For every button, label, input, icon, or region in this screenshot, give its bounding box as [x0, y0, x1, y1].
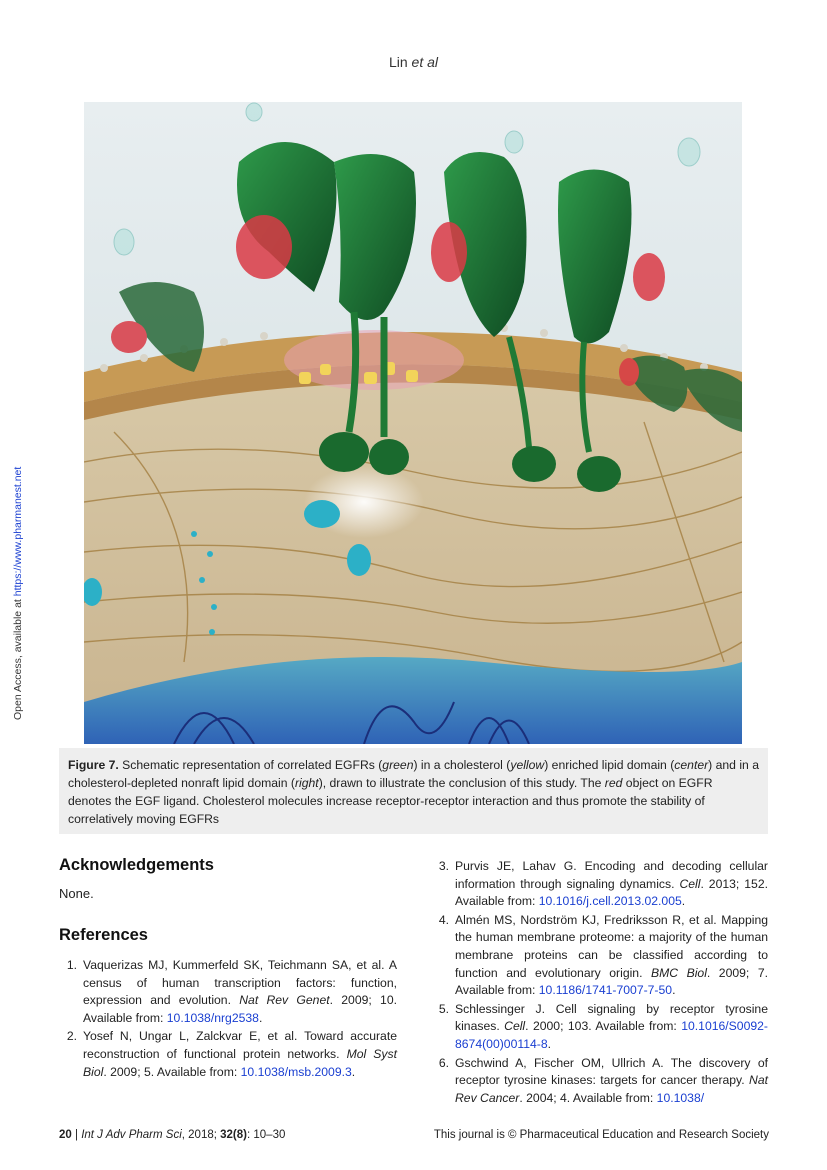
figure-caption	[59, 748, 768, 834]
reference-number: 1.	[66, 958, 77, 972]
caption-part: center	[674, 758, 709, 772]
egfr-schematic-svg	[84, 102, 742, 744]
reference-text: BMC Biol	[650, 965, 707, 980]
caption-part: ), drawn to illustrate the conclusion of this study. The	[318, 776, 605, 790]
reference-text: . 2000; 103. Available from:	[525, 1019, 682, 1034]
references-list-left	[59, 957, 397, 1082]
reference-item	[59, 1028, 397, 1081]
caption-part: yellow	[510, 758, 545, 772]
footer-volume: 32(8)	[220, 1129, 247, 1141]
caption-part: right	[294, 776, 319, 790]
reference-text: .	[681, 894, 686, 909]
doi-link[interactable]: 10.1038/msb.2009.3	[240, 1064, 352, 1079]
reference-number: 2.	[66, 1029, 77, 1044]
footer-citation	[59, 1129, 285, 1141]
reference-text: .	[672, 983, 676, 998]
doi-link[interactable]: 10.1038/	[656, 1090, 705, 1105]
references-list-right	[431, 858, 768, 1108]
reference-item	[431, 858, 768, 911]
footer-rights: This journal is © Pharmaceutical Education and Research Society	[433, 1129, 769, 1141]
caption-part: green	[382, 758, 414, 772]
caption-text	[68, 758, 759, 826]
sidebar-link[interactable]: https://www.pharmanest.net	[12, 466, 24, 597]
reference-number: 4.	[438, 912, 449, 927]
reference-text: Almén MS, Nordström KJ, Fredriksson R, et al. Mapping the human membrane proteome: a majority of the human membrane proteins can be classified according to function and evolutionary origin.	[455, 912, 768, 980]
footer-separator: |	[75, 1129, 78, 1141]
reference-text: Nat Rev Genet	[239, 993, 330, 1008]
reference-text: . 2004; 4. Available from:	[519, 1090, 657, 1105]
reference-item	[431, 912, 768, 1000]
reference-text: Cell	[679, 876, 701, 891]
reference-number: 5.	[438, 1001, 449, 1016]
running-header	[0, 54, 827, 70]
reference-item	[431, 1001, 768, 1054]
caption-label: Figure 7.	[68, 758, 119, 772]
reference-number: 6.	[438, 1055, 449, 1070]
caption-part: red	[604, 776, 623, 790]
reference-text: Vaquerizas MJ, Kummerfeld SK, Teichmann SA, et al. A census of human transcription factors: function, expression and evolution.	[83, 958, 397, 1008]
doi-link[interactable]: 10.1038/nrg2538	[166, 1010, 259, 1025]
reference-text: . 2009; 5. Available from:	[103, 1064, 241, 1079]
footer-year: , 2018;	[181, 1129, 221, 1141]
reference-text: .	[258, 1010, 263, 1025]
acknowledgements-heading: Acknowledgements	[59, 856, 214, 874]
reference-text: . 2009; 10. Available from:	[83, 993, 397, 1025]
caption-part: ) in a cholesterol (	[413, 758, 511, 772]
header-author: Lin	[388, 54, 408, 70]
doi-link[interactable]: 10.1016/j.cell.2013.02.005	[538, 894, 682, 909]
caption-part: object on EGFR denotes the EGF ligand. Cholesterol molecules increase receptor-receptor interaction and thus promote the stability of correlatively moving EGFRs	[68, 776, 713, 826]
reference-text: .	[351, 1064, 356, 1079]
reference-item	[431, 1055, 768, 1108]
reference-text: Nat Rev Cancer	[455, 1073, 768, 1105]
footer-pages: : 10–30	[247, 1129, 286, 1141]
reference-text: Gschwind A, Fischer OM, Ullrich A. The discovery of receptor tyrosine kinases: targets for cancer therapy.	[455, 1055, 768, 1088]
references-heading: References	[59, 926, 148, 944]
reference-text: Purvis JE, Lahav G. Encoding and decoding cellular information through signaling dynamics.	[455, 859, 768, 891]
cholesterol-domain	[284, 330, 464, 390]
figure-illustration	[84, 102, 742, 744]
doi-link[interactable]: 10.1016/S0092-8674(00)00114-8	[455, 1019, 768, 1051]
reference-text: .	[547, 1036, 551, 1051]
footer-journal: Int J Adv Pharm Sci	[81, 1129, 182, 1141]
reference-number: 3.	[438, 859, 449, 873]
doi-link[interactable]: 10.1186/1741-7007-7-50	[538, 983, 673, 998]
reference-text: . 2013; 152. Available from:	[455, 876, 768, 909]
open-access-sidebar	[12, 420, 24, 720]
header-etal: et al	[411, 54, 439, 70]
caption-part: Schematic representation of correlated EGFRs (	[118, 758, 383, 772]
acknowledgements-text: None.	[59, 886, 94, 901]
caption-part: ) enriched lipid domain (	[544, 758, 675, 772]
reference-text: Yosef N, Ungar L, Zalckvar E, et al. Toward accurate reconstruction of functional protein networks.	[83, 1029, 397, 1061]
reference-item	[59, 957, 397, 1027]
reference-text: Schlessinger J. Cell signaling by receptor tyrosine kinases.	[455, 1001, 768, 1034]
reference-text: Mol Syst Biol	[83, 1046, 397, 1079]
footer-page-number: 20	[59, 1129, 72, 1141]
sidebar-prefix: Open Access, available at	[12, 596, 24, 720]
caption-part: ) and in a cholesterol-depleted nonraft lipid domain (	[68, 758, 759, 790]
reference-text: . 2009; 7. Available from:	[455, 965, 768, 998]
reference-text: Cell	[504, 1019, 526, 1034]
